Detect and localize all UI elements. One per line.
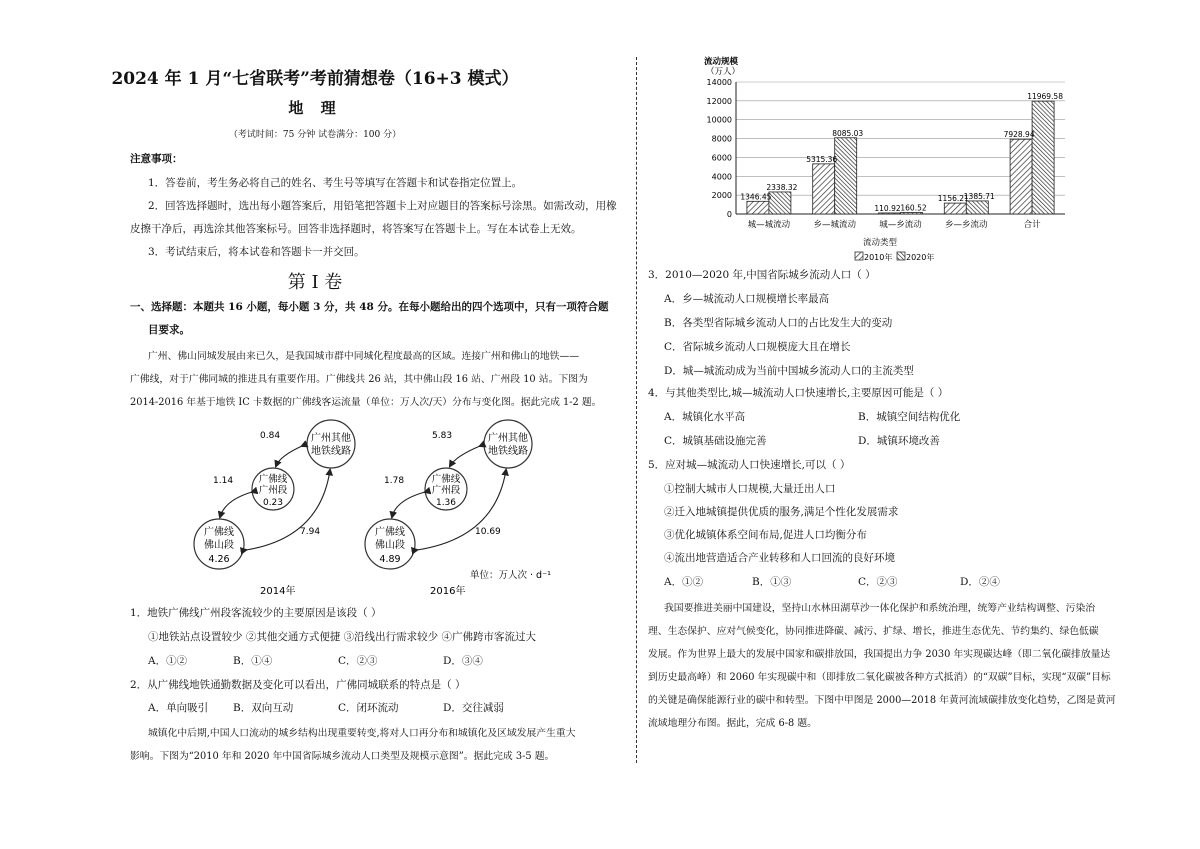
x-category-label: 城—城流动 bbox=[747, 220, 791, 230]
bar-2010年-0 bbox=[747, 201, 769, 214]
bar-2010年-4 bbox=[1010, 139, 1032, 214]
q5-stem: 5．应对城—城流动人口快速增长,可以（ ） bbox=[648, 459, 851, 471]
passage1-line-3: 2014-2016 年基于地铁 IC 卡数据的广佛线客运流量（单位：万人次/天）分布与变化图。据此完成 1-2 题。 bbox=[130, 397, 602, 408]
legend-label-2020: 2020年 bbox=[906, 253, 935, 262]
node-fs-label-1: 广佛线 bbox=[204, 527, 234, 538]
flow-value-fs-other: 10.69 bbox=[475, 527, 501, 537]
bar-value-label: 7928.94 bbox=[1003, 130, 1035, 140]
flow-arrow-gz-fs bbox=[392, 492, 425, 517]
flow-value-other-gz: 5.83 bbox=[432, 431, 453, 441]
notice-item-3: 3．考试结束后，将本试卷和答题卡一并交回。 bbox=[148, 246, 365, 258]
section-intro: 一、选择题：本题共 16 小题，每小题 3 分，共 48 分。在每小题给出的四个选项中，只有一项符合题 bbox=[130, 301, 609, 313]
node-gz-label-1: 广佛线 bbox=[431, 474, 461, 485]
passage3-line-6: 流域地理分布图。据此，完成 6-8 题。 bbox=[648, 718, 817, 729]
notice-item-1: 1．答卷前，考生务必将自己的姓名、考生号等填写在答题卡和试卷指定位置上。 bbox=[148, 177, 523, 189]
q1-option-c: C．②③ bbox=[338, 655, 378, 667]
flow-diagram bbox=[180, 418, 580, 600]
node-fs-label-1: 广佛线 bbox=[375, 527, 405, 538]
q3-option-b: B．各类型省际城乡流动人口的占比发生大的变动 bbox=[664, 317, 893, 329]
node-fs-label-2: 佛山段 bbox=[375, 540, 405, 551]
q4-option-c: C．城镇基础设施完善 bbox=[664, 435, 767, 447]
q2-option-b: B．双向互动 bbox=[233, 702, 294, 714]
q1-items: ①地铁站点设置较少 ②其他交通方式便捷 ③沿线出行需求较少 ④广佛跨市客流过大 bbox=[148, 631, 537, 643]
passage1-line-1: 广州、佛山同城发展由来已久，是我国城市群中同城化程度最高的区域。连接广州和佛山的地铁—— bbox=[148, 351, 580, 362]
node-gz-label-1: 广佛线 bbox=[258, 474, 288, 485]
bar-value-label: 2338.32 bbox=[766, 182, 798, 192]
q5-option-c: C．②③ bbox=[858, 576, 898, 588]
q1-option-b: B．①④ bbox=[233, 655, 273, 667]
y-tick-label: 2000 bbox=[711, 191, 732, 201]
bar-value-label: 110.92 bbox=[874, 203, 901, 213]
q5-item-2: ②迁入地城镇提供优质的服务,满足个性化发展需求 bbox=[664, 506, 899, 518]
node-gz-label-2: 广州段 bbox=[431, 485, 461, 496]
y-tick-label: 0 bbox=[726, 210, 732, 219]
flow-panel-2014 bbox=[194, 420, 355, 597]
passage1-line-2: 广佛线，对于广佛同城的推进具有重要作用。广佛线共 26 站，其中佛山段 16 站、广州段 10 站。下图为 bbox=[130, 374, 588, 385]
q3-option-c: C．省际城乡流动人口规模庞大且在增长 bbox=[664, 341, 851, 353]
flow-arrow-other-gz bbox=[276, 446, 302, 466]
node-gz-value: 0.23 bbox=[262, 498, 284, 508]
panel-year-2016: 2016年 bbox=[430, 586, 466, 597]
q3-stem: 3．2010—2020 年,中国省际城乡流动人口（ ） bbox=[648, 269, 876, 281]
passage3-line-4: 到历史最高峰）和 2060 年实现碳中和（即排放二氧化碳被各种方式抵消）的“双碳”目标，实现“双碳”目标 bbox=[648, 672, 1111, 683]
x-category-label: 乡—乡流动 bbox=[945, 220, 988, 230]
bar-2010年-3 bbox=[944, 203, 966, 214]
notice-item-2: 2．回答选择题时，选出每小题答案后，用铅笔把答题卡上对应题目的答案标号涂黑。如需改动，用橡 bbox=[148, 200, 617, 212]
passage3-line-1: 我国要推进美丽中国建设，坚持山水林田湖草沙一体化保护和系统治理，统筹产业结构调整、污染治 bbox=[664, 603, 1096, 614]
q4-option-a: A．城镇化水平高 bbox=[664, 411, 746, 423]
y-tick-label: 6000 bbox=[711, 153, 732, 163]
node-other-lines bbox=[307, 420, 355, 468]
bar-2020年-1 bbox=[835, 138, 857, 214]
q4-option-b: B．城镇空间结构优化 bbox=[858, 411, 961, 423]
q5-item-4: ④流出地营造适合产业转移和人口回流的良好环境 bbox=[664, 552, 895, 564]
node-other-label-2: 地铁线路 bbox=[488, 446, 528, 457]
q4-stem: 4．与其他类型比,城—城流动人口快速增长,主要原因可能是（ ） bbox=[648, 387, 949, 399]
bar-value-label: 1156.21 bbox=[937, 194, 969, 204]
node-gz-label-2: 广州段 bbox=[258, 485, 288, 496]
q2-option-d: D．交往减弱 bbox=[443, 702, 504, 714]
legend-swatch-2010 bbox=[855, 252, 863, 260]
x-category-label: 城—乡流动 bbox=[879, 220, 922, 230]
passage3-line-2: 理、生态保护、应对气候变化，协同推进降碳、减污、扩绿、增长，推进生态优先、节约集约、绿色低碳 bbox=[648, 626, 1099, 637]
exam-meta: （考试时间：75 分钟 试卷满分：100 分） bbox=[228, 130, 402, 140]
y-tick-label: 8000 bbox=[711, 134, 732, 144]
q1-stem: 1．地铁广佛线广州段客流较少的主要原因是该段（ ） bbox=[130, 607, 382, 619]
q4-option-d: D．城镇环境改善 bbox=[858, 435, 940, 447]
q2-option-c: C．闭环流动 bbox=[338, 702, 399, 714]
bar-value-label: 1346.45 bbox=[740, 192, 772, 202]
y-tick-label: 10000 bbox=[706, 115, 732, 125]
passage3-line-5: 的关键是确保能源行业的碳中和转型。下图中甲图是 2000—2018 年黄河流域碳排放变化趋势，乙图是黄河 bbox=[648, 695, 1116, 706]
node-other-label-1: 广州其他 bbox=[488, 433, 528, 444]
bar-value-label: 5315.36 bbox=[806, 154, 838, 164]
exam-subject: 地 理 bbox=[288, 99, 342, 117]
bar-chart bbox=[690, 55, 1070, 267]
flow-unit: 单位：万人次 · d⁻¹ bbox=[470, 570, 551, 581]
flow-arrow-gz-fs bbox=[220, 492, 252, 517]
passage2-line-2: 影响。下图为“2010 年和 2020 年中国省际城乡流动人口类型及规模示意图”。据此完成 3-5 题。 bbox=[130, 751, 555, 762]
node-fs-value: 4.26 bbox=[208, 554, 230, 565]
panel-year-2014: 2014年 bbox=[260, 586, 296, 597]
chart-ylabel-2: （万人） bbox=[706, 67, 741, 77]
notice-heading: 注意事项： bbox=[130, 153, 183, 165]
bar-2020年-3 bbox=[966, 201, 988, 214]
bar-2010年-1 bbox=[813, 164, 835, 214]
q3-option-d: D．城—城流动成为当前中国城乡流动人口的主流类型 bbox=[664, 365, 914, 377]
flow-arrow-other-gz bbox=[450, 446, 480, 466]
x-category-label: 合计 bbox=[1023, 220, 1041, 230]
node-fs-label-2: 佛山段 bbox=[204, 540, 234, 551]
node-fs-value: 4.89 bbox=[379, 554, 401, 565]
bar-value-label: 8085.03 bbox=[832, 128, 864, 138]
q5-item-1: ①控制大城市人口规模,大量迁出人口 bbox=[664, 483, 836, 495]
flow-value-gz-fs: 1.78 bbox=[384, 476, 405, 486]
x-category-label: 乡—城流动 bbox=[813, 220, 856, 230]
flow-value-gz-fs: 1.14 bbox=[213, 476, 234, 486]
notice-item-2b: 皮擦干净后，再选涂其他答案标号。回答非选择题时，将答案写在答题卡上。写在本试卷上无效。 bbox=[130, 223, 582, 235]
flow-value-fs-other: 7.94 bbox=[300, 527, 321, 537]
bar-value-label: 160.52 bbox=[900, 203, 927, 213]
q5-item-3: ③优化城镇体系空间布局,促进人口均衡分布 bbox=[664, 529, 867, 541]
bar-2020年-4 bbox=[1032, 101, 1054, 214]
q1-option-a: A．①② bbox=[148, 655, 188, 667]
passage2-line-1: 城镇化中后期,中国人口流动的城乡结构出现重要转变,将对人口再分布和城镇化及区域发展产生重大 bbox=[148, 728, 576, 739]
passage3-line-3: 发展。作为世界上最大的发展中国家和碳排放国，我国提出力争 2030 年实现碳达峰（即二氧化碳排放量达 bbox=[648, 649, 1111, 660]
q3-option-a: A．乡—城流动人口规模增长率最高 bbox=[664, 293, 830, 305]
node-other-label-2: 地铁线路 bbox=[311, 446, 351, 457]
chart-xlabel: 流动类型 bbox=[862, 238, 898, 248]
legend-swatch-2020 bbox=[897, 252, 905, 260]
bar-value-label: 1385.71 bbox=[963, 191, 995, 201]
q5-option-d: D．②④ bbox=[960, 576, 1000, 588]
section-intro-2: 目要求。 bbox=[148, 324, 190, 336]
chart-ylabel-1: 流动规模 bbox=[704, 57, 739, 67]
y-tick-label: 14000 bbox=[706, 78, 732, 87]
node-gz-value: 1.36 bbox=[435, 498, 457, 508]
q2-option-a: A．单向吸引 bbox=[148, 702, 209, 714]
chart-legend bbox=[855, 252, 934, 262]
q2-stem: 2．从广佛线地铁通勤数据及变化可以看出，广佛同城联系的特点是（ ） bbox=[130, 679, 466, 691]
q5-option-a: A．①② bbox=[664, 576, 704, 588]
bar-value-label: 11969.58 bbox=[1027, 92, 1063, 102]
node-other-label-1: 广州其他 bbox=[311, 433, 351, 444]
exam-title: 2024 年 1 月“七省联考”考前猜想卷（16+3 模式） bbox=[111, 69, 519, 89]
y-tick-label: 4000 bbox=[711, 172, 732, 182]
node-other-lines bbox=[484, 420, 532, 468]
legend-label-2010: 2010年 bbox=[864, 253, 893, 262]
q1-option-d: D．③④ bbox=[443, 655, 483, 667]
bar-2020年-2 bbox=[901, 212, 923, 214]
bar-2020年-0 bbox=[769, 192, 791, 214]
flow-value-other-gz: 0.84 bbox=[260, 431, 281, 441]
q5-option-b: B．①③ bbox=[752, 576, 792, 588]
y-tick-label: 12000 bbox=[706, 96, 732, 106]
bar-2010年-2 bbox=[879, 213, 901, 214]
column-divider bbox=[636, 57, 637, 763]
section-title: 第 I 卷 bbox=[287, 272, 343, 293]
